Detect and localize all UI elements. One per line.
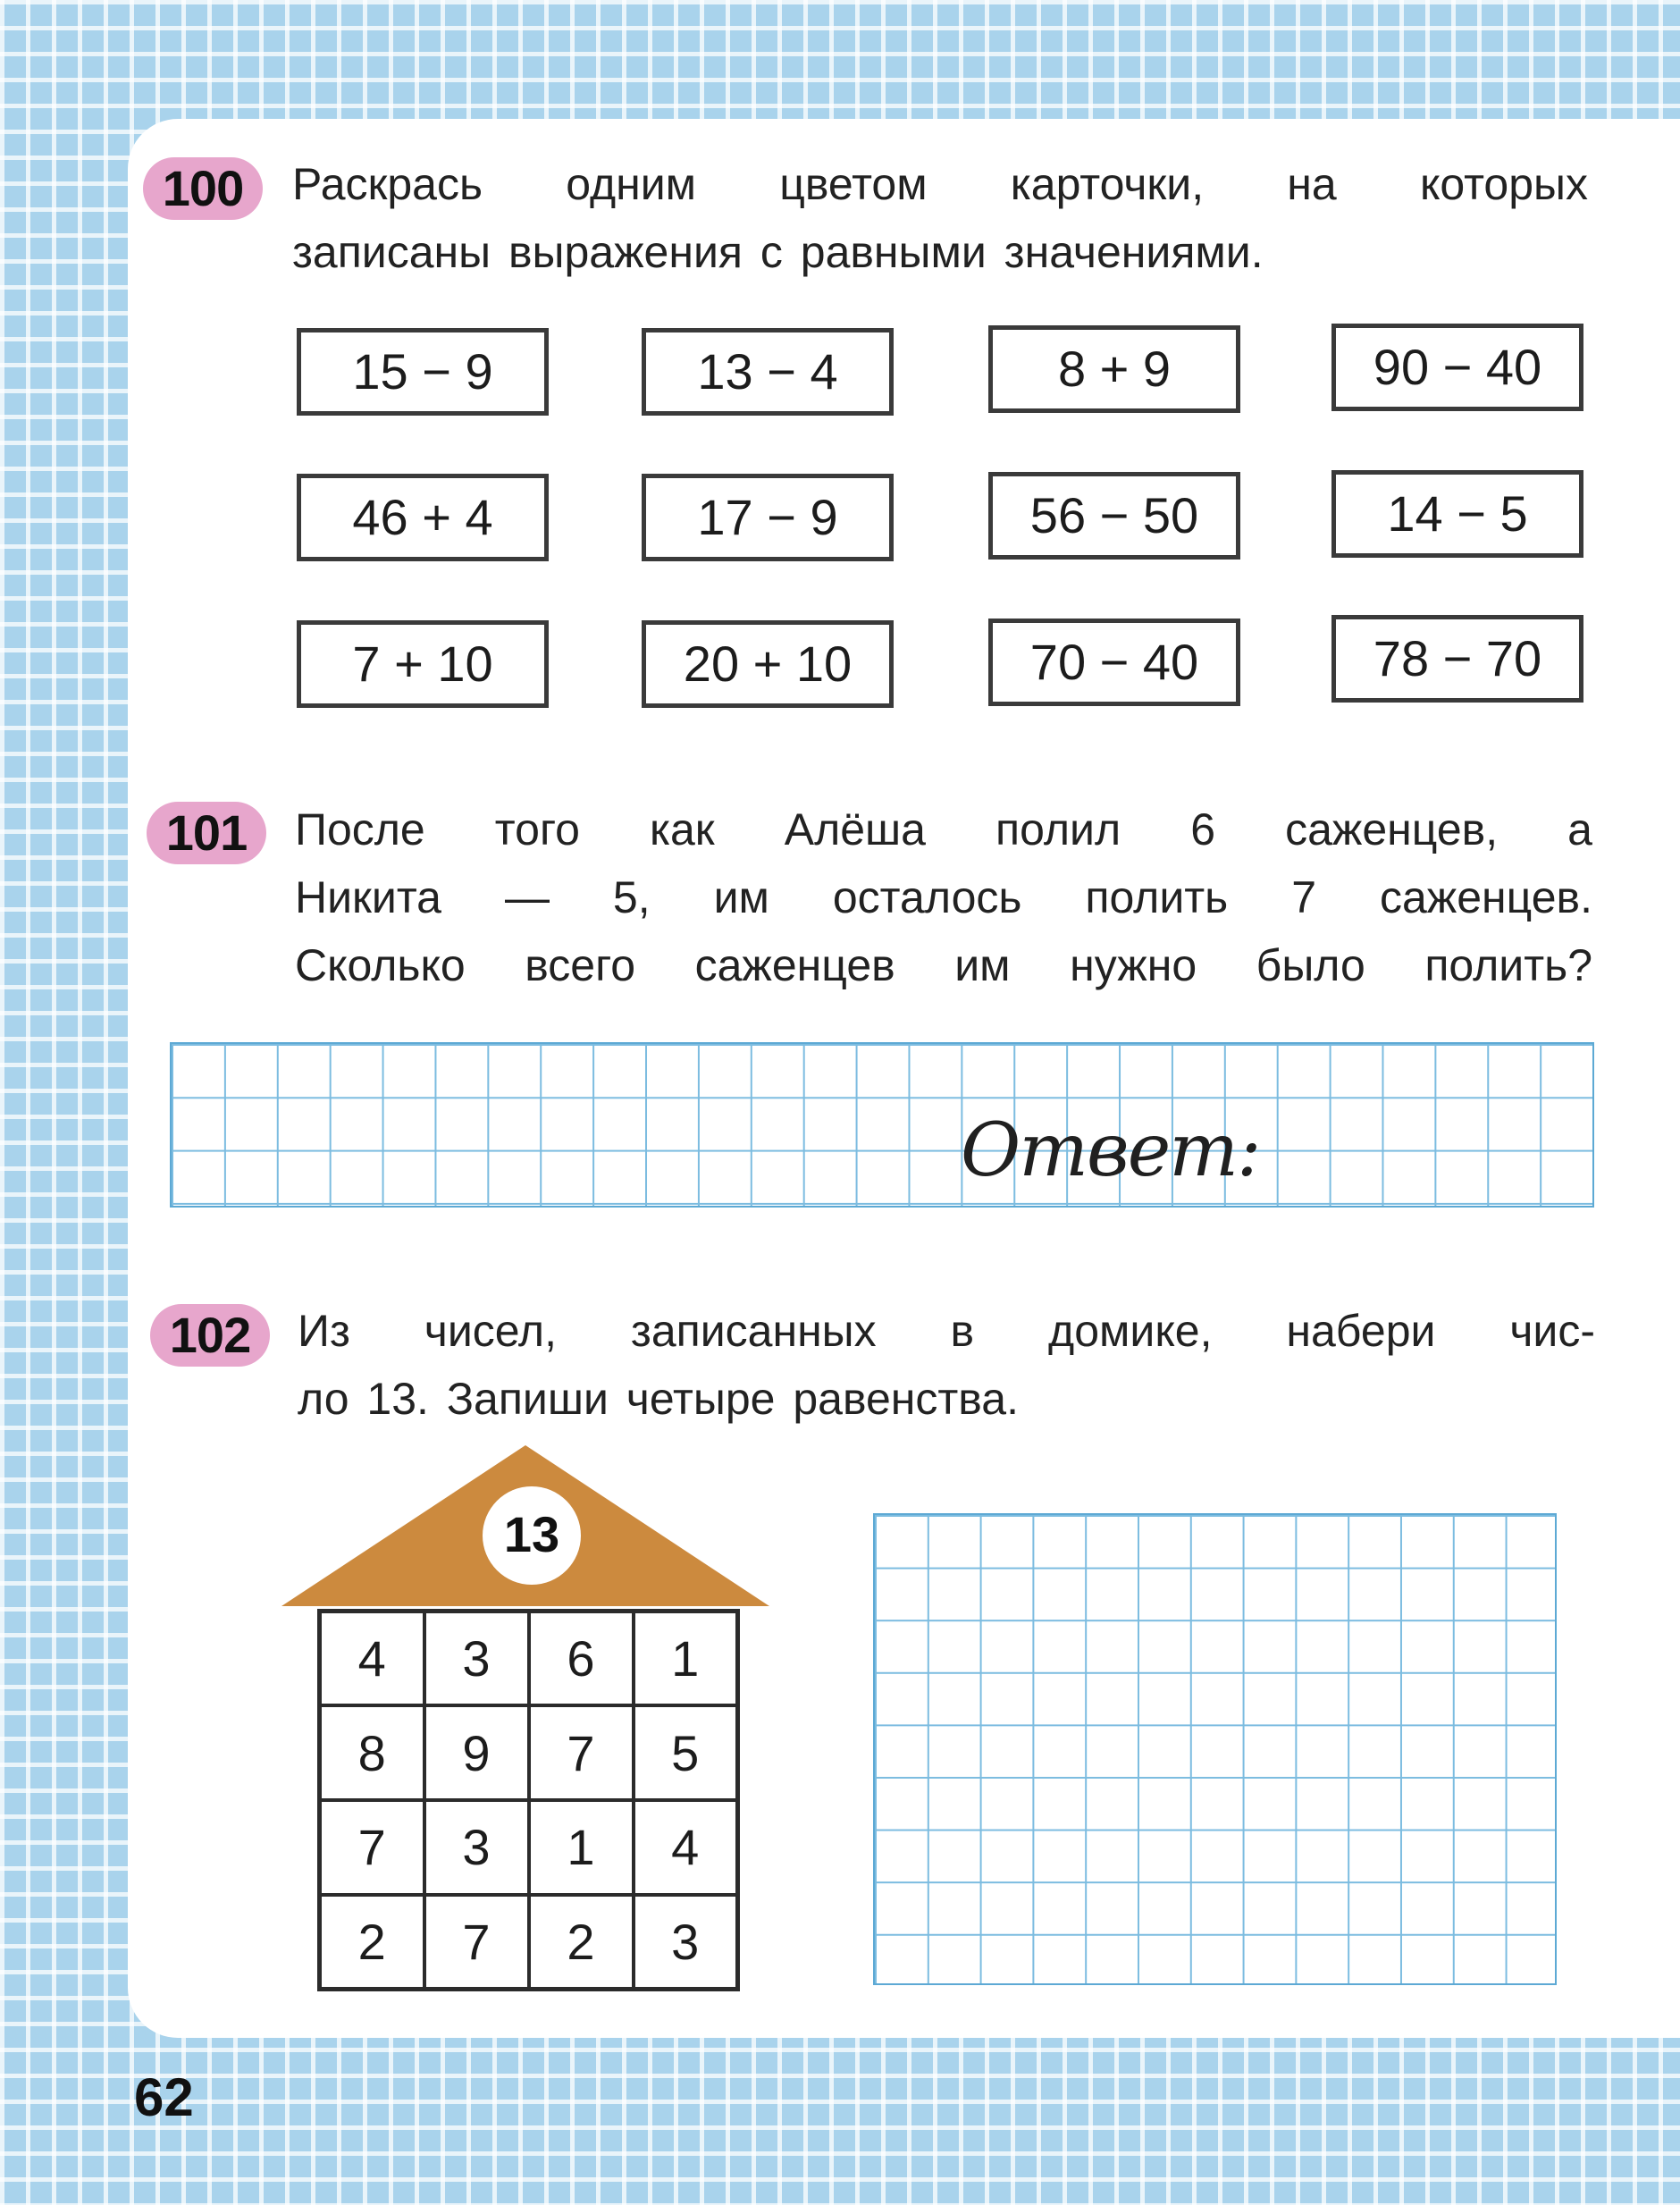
task-number-101: 101 (147, 802, 266, 864)
house-cell: 5 (634, 1705, 738, 1800)
house-cell: 8 (320, 1705, 424, 1800)
task-101-line-3: Сколько всего саженцев им нужно было полить? (295, 940, 1592, 990)
house-cell: 1 (634, 1612, 738, 1706)
task-number-102: 102 (150, 1304, 270, 1367)
expression-card[interactable]: 56 − 50 (988, 472, 1240, 560)
task-100-line-1: Раскрась одним цветом карточки, на которых (292, 159, 1588, 209)
house-cell: 2 (529, 1895, 634, 1990)
equalities-grid[interactable] (873, 1513, 1557, 1985)
house-number-grid (317, 1609, 740, 1991)
expression-card[interactable]: 90 − 40 (1331, 324, 1583, 411)
house-cell: 9 (424, 1705, 529, 1800)
expression-card[interactable]: 15 − 9 (297, 328, 549, 416)
page-number: 62 (134, 2067, 194, 2127)
house-cell: 6 (529, 1612, 634, 1706)
expression-card[interactable]: 14 − 5 (1331, 470, 1583, 558)
task-102-text (298, 1297, 1595, 1433)
expression-card[interactable]: 7 + 10 (297, 620, 549, 708)
task-101-text (295, 795, 1592, 999)
task-100-text (292, 150, 1588, 286)
expression-card[interactable]: 20 + 10 (642, 620, 894, 708)
expression-card[interactable]: 8 + 9 (988, 325, 1240, 413)
expression-card[interactable]: 46 + 4 (297, 474, 549, 561)
solution-grid[interactable] (170, 1042, 1594, 1208)
house-cell: 7 (424, 1895, 529, 1990)
house-cell: 4 (634, 1800, 738, 1895)
task-102-line-1: Из чисел, записанных в домике, набери чис- (298, 1306, 1595, 1356)
roof-number: 13 (503, 1506, 560, 1562)
task-100-line-2: записаны выражения с равными значениями. (292, 227, 1264, 277)
house-cell: 2 (320, 1895, 424, 1990)
answer-label: Ответ: (961, 1108, 1260, 1193)
house-cell: 3 (424, 1800, 529, 1895)
task-number-100: 100 (143, 157, 263, 220)
task-102-line-2: ло 13. Запиши четыре равенства. (298, 1374, 1019, 1424)
house-cell: 7 (529, 1705, 634, 1800)
house-cell: 3 (634, 1895, 738, 1990)
house-cell: 3 (424, 1612, 529, 1706)
house-cell: 1 (529, 1800, 634, 1895)
house-cell: 4 (320, 1612, 424, 1706)
expression-card[interactable]: 13 − 4 (642, 328, 894, 416)
task-101-line-2: Никита — 5, им осталось полить 7 саженцев. (295, 872, 1592, 922)
task-101-line-1: После того как Алёша полил 6 саженцев, а (295, 804, 1592, 854)
house-cell: 7 (320, 1800, 424, 1895)
expression-card[interactable]: 78 − 70 (1331, 615, 1583, 703)
expression-card[interactable]: 70 − 40 (988, 619, 1240, 706)
expression-card[interactable]: 17 − 9 (642, 474, 894, 561)
